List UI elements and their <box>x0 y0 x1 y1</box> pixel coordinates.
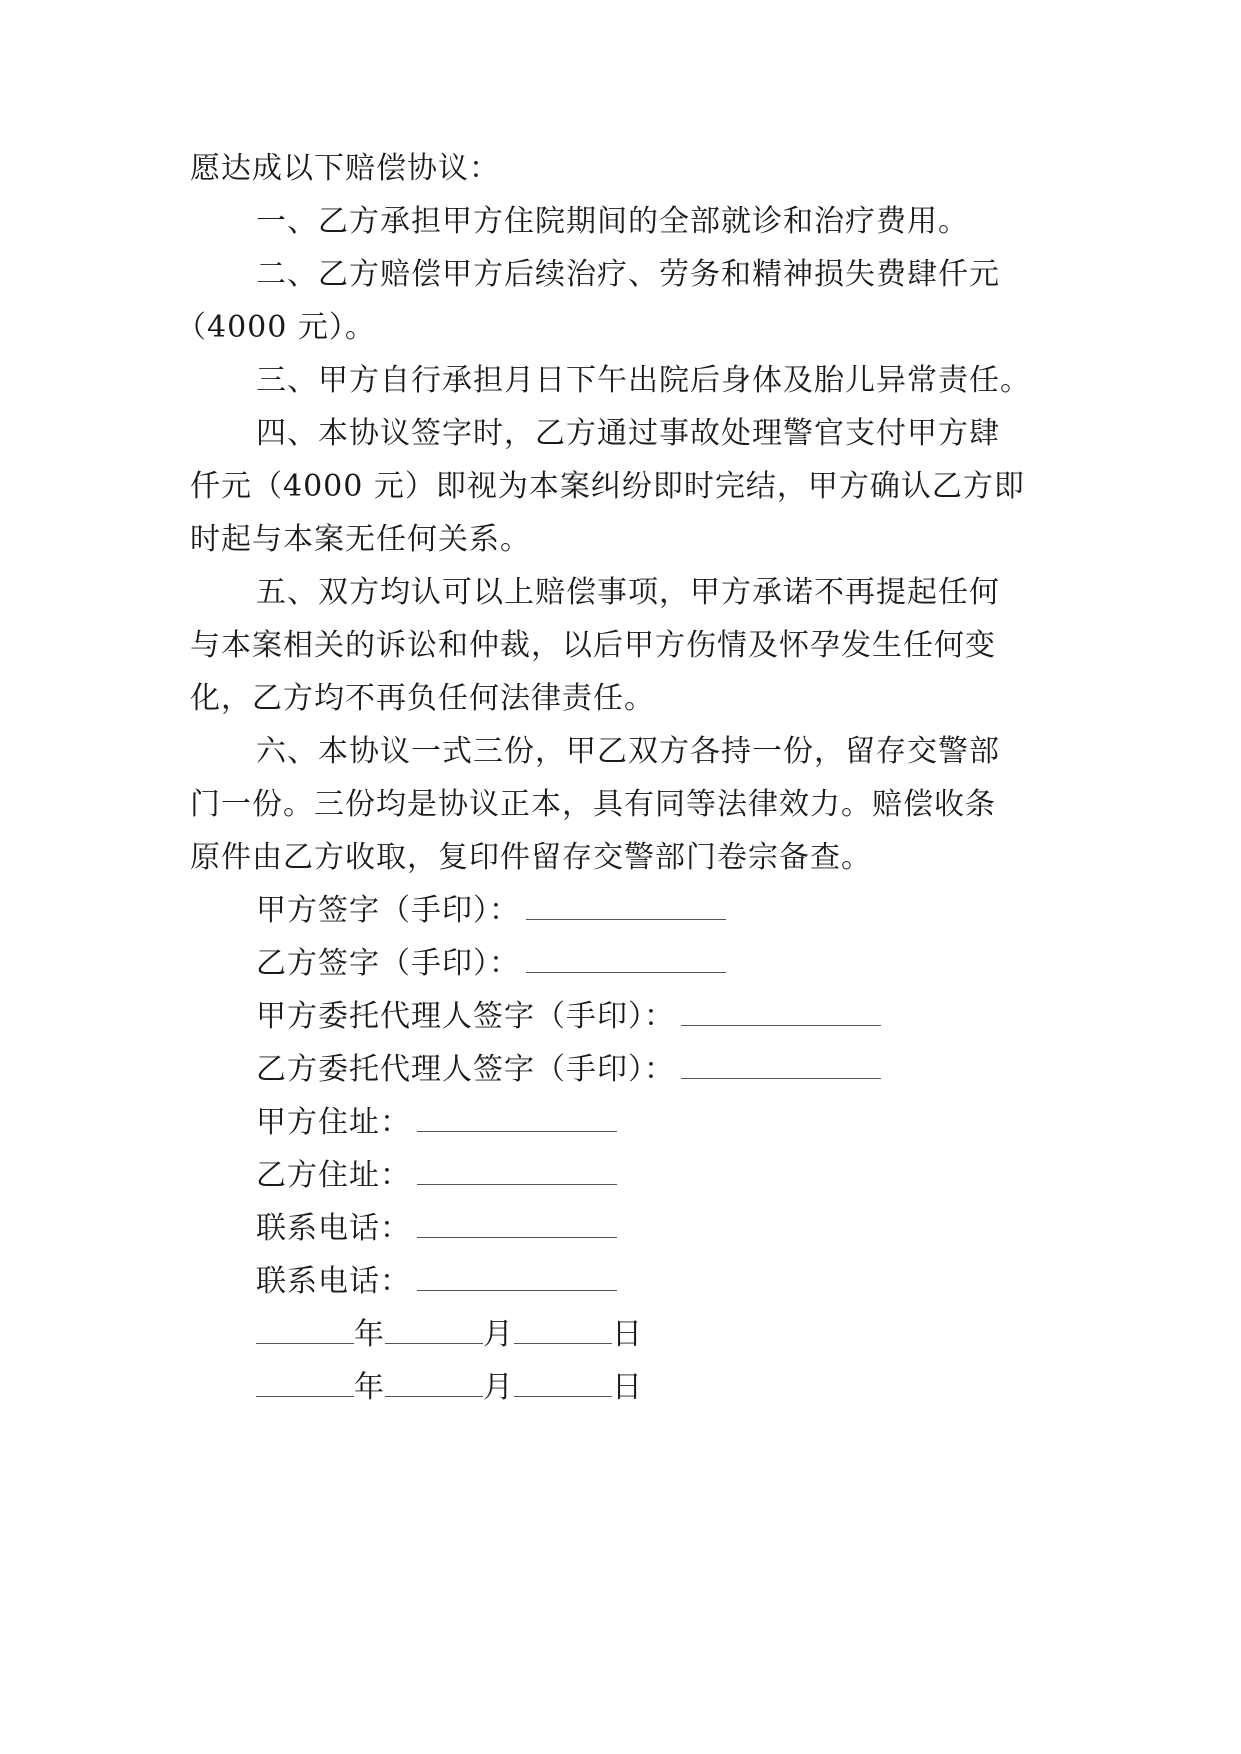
clause-5: 五、双方均认可以上赔偿事项，甲方承诺不再提起任何 <box>256 575 1000 610</box>
signature-row <box>256 1103 617 1143</box>
date-row <box>256 1315 643 1355</box>
signature-row <box>256 944 726 984</box>
clause-4: 四、本协议签字时，乙方通过事故处理警官支付甲方肆 <box>256 416 1000 451</box>
year-blank <box>256 1370 354 1397</box>
clause-4-continued: 仟元（4000 元）即视为本案纠纷即时完结，甲方确认乙方即 <box>190 469 1025 504</box>
signature-label: 甲方签字（手印）： <box>256 893 520 928</box>
day-blank <box>514 1370 612 1397</box>
clause-5-continued: 与本案相关的诉讼和仲裁，以后甲方伤情及怀孕发生任何变 <box>190 628 996 663</box>
signature-blank <box>681 999 881 1026</box>
address-blank <box>417 1105 617 1132</box>
year-label: 年 <box>354 1370 385 1405</box>
signature-label: 乙方签字（手印）： <box>256 946 520 981</box>
year-label: 年 <box>354 1317 385 1352</box>
signature-row <box>256 1262 617 1302</box>
date-row <box>256 1368 643 1408</box>
clause-4-continued: 时起与本案无任何关系。 <box>190 522 531 557</box>
day-label: 日 <box>612 1370 643 1405</box>
phone-label: 联系电话： <box>256 1264 411 1299</box>
signature-label: 甲方委托代理人签字（手印）： <box>256 999 675 1034</box>
body-text-line: 愿达成以下赔偿协议： <box>190 151 500 186</box>
clause-3: 三、甲方自行承担月日下午出院后身体及胎儿异常责任。 <box>256 363 1031 398</box>
signature-blank <box>526 893 726 920</box>
clause-1: 一、乙方承担甲方住院期间的全部就诊和治疗费用。 <box>256 204 969 239</box>
signature-row <box>256 1156 617 1196</box>
month-label: 月 <box>483 1370 514 1405</box>
month-blank <box>385 1370 483 1397</box>
signature-blank <box>681 1052 881 1079</box>
signature-row <box>256 997 881 1037</box>
address-label: 甲方住址： <box>256 1105 411 1140</box>
day-label: 日 <box>612 1317 643 1352</box>
clause-2-continued: （4000 元）。 <box>176 310 376 345</box>
signature-blank <box>526 946 726 973</box>
signature-row <box>256 891 726 931</box>
clause-6: 六、本协议一式三份，甲乙双方各持一份，留存交警部 <box>256 734 1000 769</box>
month-label: 月 <box>483 1317 514 1352</box>
phone-label: 联系电话： <box>256 1211 411 1246</box>
address-blank <box>417 1158 617 1185</box>
phone-blank <box>417 1211 617 1238</box>
clause-6-continued: 原件由乙方收取，复印件留存交警部门卷宗备查。 <box>190 840 872 875</box>
day-blank <box>514 1317 612 1344</box>
clause-2: 二、乙方赔偿甲方后续治疗、劳务和精神损失费肆仟元 <box>256 257 1000 292</box>
signature-row <box>256 1209 617 1249</box>
phone-blank <box>417 1264 617 1291</box>
address-label: 乙方住址： <box>256 1158 411 1193</box>
signature-row <box>256 1050 881 1090</box>
year-blank <box>256 1317 354 1344</box>
clause-5-continued: 化，乙方均不再负任何法律责任。 <box>190 681 655 716</box>
month-blank <box>385 1317 483 1344</box>
signature-label: 乙方委托代理人签字（手印）： <box>256 1052 675 1087</box>
clause-6-continued: 门一份。三份均是协议正本，具有同等法律效力。赔偿收条 <box>190 787 996 822</box>
